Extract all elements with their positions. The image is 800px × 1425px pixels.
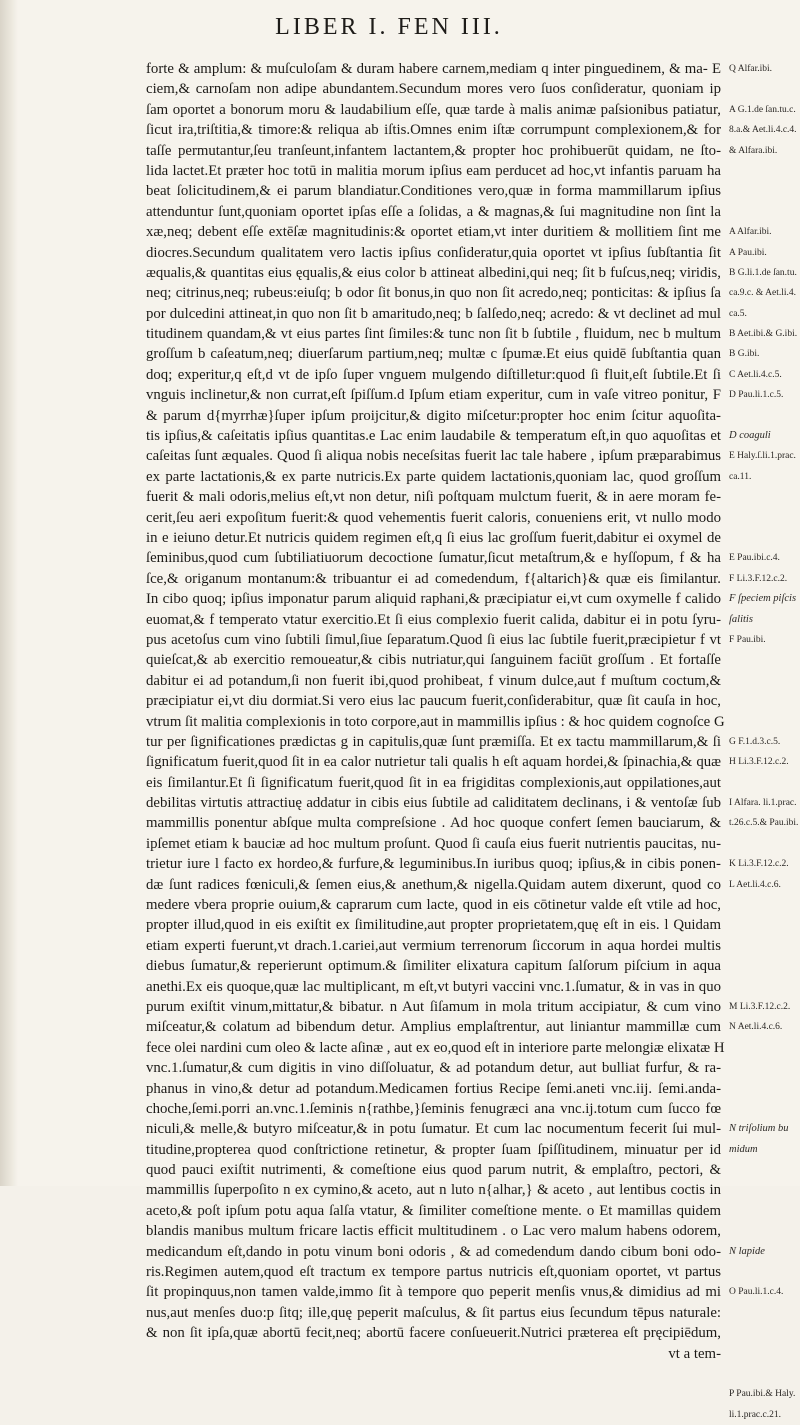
text-line: ſce,& origanum montanum:& tribuantur ei ad comedendum, f{altarich}& quæ eis ſimilantur. [146,570,721,587]
margin-note: O Pau.li.1.c.4. [729,1287,784,1298]
text-line: ciem,& carnoſam non adipe abundantem.Secundum mores vero ſuos conſideratur, quoniam ip [146,81,721,98]
text-line: aceto,& poſt ipſum potu aqua ſalſa vtatur, & ſimiliter comeſtione mente. o Et mamillas quidem [146,1202,721,1219]
margin-note [729,1262,800,1282]
margin-note [729,1180,800,1200]
margin-note [729,834,800,854]
text-line: pus acetoſus cum vino ſubtili ſimul,ſiue ſeparatum.Quod ſi eius lac ſubtile fuerit,præcipietur f vt [146,631,721,648]
margin-note [729,406,800,426]
margin-note: B G.li.1.de ſan.tu. [729,267,797,278]
text-line: purum exiſtit vinum,mittatur,& bibatur. n Aut ſiſamum in mola tritum accipiatur, & cum vino [146,998,721,1015]
margin-note: t.26.c.5.& Pau.ibi. [729,818,799,829]
text-line: diocres.Secundum qualitatem vero lactis ipſius conſideratur,quia oportet vt ipſius ſubſtantia ſit [146,244,721,261]
margin-note [729,1160,800,1180]
text-line: & parum d{myrrhæ}ſuper ipſum proijcitur,& digito miſcetur:propter hoc enim ſcitur aquoſita- [146,407,721,424]
text-line: & non ſit ipſa,quæ abortū fecit,neq; abortū facere conſueuerit.Nutrici præterea eſt pręcipiēdum, [146,1325,721,1342]
text-line: tur per ſignificationes prædictas g in capitulis,quæ ſunt præmiſſa. Et ex tactu mammillarum,& ſi [146,733,721,750]
margin-note [729,161,800,181]
margin-note: 8.a.& Aet.li.4.c.4. [729,125,797,136]
running-head [0,14,800,41]
main-text-column [146,59,725,1364]
text-line: attenduntur ſunt,quoniam oportet ipſas eſſe a ſolidas, a & magnas,& ſui magnitudine non ſint la [146,203,721,220]
margin-note: E Pau.ibi.c.4. [729,553,780,564]
text-line: dæ ſunt radices fœniculi,& ſemen eius,& anethum,& nigella.Quidam autem dixerunt, quod co [146,876,721,893]
margin-note: N lapide [729,1245,765,1257]
text-line: phanus in vino,& detur ad potandum.Medicamen fortius Recipe ſemi.aneti vnc.iij. ſemi.anda- [146,1080,721,1097]
margin-note: ca.5. [729,308,747,319]
text-line: mammillis ponentur abſque multa compreſsione . Ad hoc quoque confert ſemen bauciarum, & [146,815,721,832]
text-line: quod pauci exiſtit nutrimenti, & comeſtione eius quod parum nutrit, & emplaſtro, pectori, & [146,1162,721,1179]
margin-note: I Alfara. li.1.prac. [729,798,797,809]
text-line: fuerit & mali odoris,melius eſt,vt non detur, niſi poſtquam mulctum fuerit, & in aere moram fe- [146,489,721,506]
text-line: choche,ſemi.porri an.vnc.1.ſeminis n{rathbe,}ſeminis fenugræci ana vnc.ij.totum cum ſucco fœ [146,1100,721,1117]
text-line: nus,aut menſes duo:p ſitq; ille,quę peperit maſculus, & ſit partus eius ſecundum tēpus naturale: [146,1304,721,1321]
margin-note: C Aet.li.4.c.5. [729,369,782,380]
margin-note [729,181,800,201]
text-line: titudinem quandam,& vt eius partes ſint ſimiles:& tunc non ſit b ſubtile , fluidum, nec b multum [146,326,721,343]
text-line: doq; experitur,q eſt,d vt de ipſo ſuper vnguem mulgendo diſtilletur:quod ſi fluit,eſt ſubtile.Et ſi [146,366,721,383]
text-line: etiam experti fuerunt,vt drach.1.cariei,aut vermium terrenorum ſiccorum in aqua hordei multis [146,937,721,954]
margin-note: M Li.3.F.12.c.2. [729,1001,791,1012]
text-line: ex parte lactationis,& ex parte nutricis.Ex parte quidem lactationis,quoniam lac, quod groſſum [146,468,721,485]
margin-note [729,528,800,548]
margin-note [729,936,800,956]
text-line: æqualis,& quantitas eius ęqualis,& eius color b attineat albedini,qui neq; ſit b fuſcus,neq; viridis, [146,264,721,281]
text-line: In cibo quoq; ipſius imponatur parum aliquid raphani,& præcipiatur ei,vt cum oxymelle f calido [146,591,721,608]
text-line: ſam oportet a bonorum moru & laudabilium eſſe, quæ tarde à malis animæ paſsionibus patiatur, [146,101,721,118]
text-line: neq; citrinus,neq; rubeus:eiuſq; b odor ſit bonus,in quo non ſit acredo,neq; ponticitas: & ipſius ſa [146,285,721,302]
margin-note: B G.ibi. [729,349,760,360]
margin-note [729,671,800,691]
margin-note [729,1303,800,1323]
text-line: trietur iure l facto ex hordeo,& furfure,& leguminibus.In iuribus quoq; ipſius,& in cibis ponen- [146,856,721,873]
text-line: vtrum ſit malitia complexionis in toto corpore,aut in mammillis ipſius : & hoc quidem cognoſce G [146,713,725,730]
margin-note: K Li.3.F.12.c.2. [729,859,789,870]
text-line: por dulcedini attineat,in quo non ſit b amaritudo,neq; b ſalſedo,neq; acredo: & vt declinet ad mul [146,305,721,322]
text-line: taſſe permutantur,ſeu tranſeunt,infantem lactantem,& propter hoc prohibuerūt quidam, ne ſto- [146,142,721,159]
margin-note: P Pau.ibi.& Haly. [729,1389,796,1400]
margin-note: midum [729,1143,758,1155]
margin-note: N triſolium bu [729,1123,789,1135]
margin-note [729,915,800,935]
margin-note: N Aet.li.4.c.6. [729,1022,783,1033]
text-line: cerit,ſeu aeri expoſitum fuerit:& quod vehementis fuerit caloris, conueniens erit, vt nullo modo [146,509,721,526]
text-line: ſeminibus,quod cum ſubtiliatiuorum decoctione ſumatur,ſicut metaſtrum,& e hyſſopum, f & ha [146,550,721,567]
margin-note [729,1058,800,1078]
margin-note: ſalitis [729,613,753,625]
margin-note [729,1201,800,1221]
text-line: anethi.Ex eis quoque,quæ lac multiplicant, m eſt,vt butyri vaccini vnc.1.ſumatur, & in vas in quo [146,978,721,995]
text-line: euomat,& f temperato vtatur exercitio.Et ſi eius complexio fuerit calida, dabitur ei in potu ſyru- [146,611,721,628]
margin-note: E Haly.ſ.li.1.prac. [729,451,796,462]
text-line: ſignificatum fuerit,quod ſit in ea calor nutrietur tali qualis h eſt aquam hordei,& ſpinachia,& quæ [146,754,721,771]
text-line: tis ipſius,& caſeitatis ipſius quantitas.e Lac enim laudabile & temperatum eſt,in quo aquoſitas et [146,428,721,445]
margin-note: H Li.3.F.12.c.2. [729,757,789,768]
text-line: ris.Regimen autem,quod eſt tractum ex tempore partus nutricis eſt,quoniam oportet, vt partus [146,1264,721,1281]
text-line: ipſemet etiam k bauciæ ad hoc multum proſunt. Quod ſi cauſa eius fuerit nutrientis paucitas, nu- [146,835,721,852]
margin-note [729,977,800,997]
text-line: niculi,& melle,& butyro miſceatur,& in potu ſumatur. Et cum lac nocumentum fecerit ſui mul- [146,1121,721,1138]
margin-note: F ſpeciem piſcis [729,593,797,605]
margin-note [729,956,800,976]
margin-note [729,691,800,711]
margin-note: F Pau.ibi. [729,634,766,645]
margin-note [729,1079,800,1099]
page-gutter-shadow [0,0,18,1186]
text-line: forte & amplum: & muſculoſam & duram habere carnem,mediam q inter pinguedinem, & ma- E [146,61,721,77]
text-line: medicandum eſt,dando in potu vinum boni odoris , & ad comedendum dando cibum boni odo- [146,1243,721,1260]
text-line: groſſum b caſeatum,neq; diuerſarum partium,neq; multæ c ſpumæ.Et eius quidē ſubſtantia quan [146,346,721,363]
margin-note [729,895,800,915]
running-head-title: LIBER I. FEN III. [275,14,503,40]
text-line: dabitur ei ad potandum,ſi non fuerit ibi,quod prohibeat, f vinum dulce,aut f muſtum coctum,& [146,672,721,689]
text-line: in e ieiuno detur.Et nutricis quidem regimen eſt,q ſi eius lac groſſum fuerit,dabitur ei oxymel de [146,529,721,546]
margin-note [729,1221,800,1241]
margin-note: B Aet.ibi.& G.ibi. [729,329,798,340]
text-line: fece olei nardini cum oleo & lacte aſinæ , aut ex eo,quod eſt in interiore parte melongiæ elixatæ H [146,1039,725,1056]
margin-note: Q Alfar.ibi. [729,64,773,74]
margin-note [729,773,800,793]
margin-note [729,487,800,507]
margin-note: A G.1.de ſan.tu.c. [729,104,796,115]
margin-note: D coaguli [729,430,771,442]
margin-note [729,202,800,222]
margin-note: D Pau.li.1.c.5. [729,390,784,401]
margin-note [729,1099,800,1119]
margin-note [729,79,800,99]
text-line: diebus ſumatur,& reperierunt optimum.& ſimiliter elixatura capitum ſalſorum piſcium in aqua [146,958,721,975]
text-line: propter illud,quod in eis exiſtit ex ſimilitudine,aut propter proprietatem,quę eſt in eis. l Quidam [146,917,721,934]
margin-note [729,650,800,670]
margin-notes-column [729,59,800,1425]
text-line: miſceatur,& colatum ad bibendum detur. Amplius emplaſtrentur, aut liniantur mammillæ cum [146,1019,721,1036]
text-line: eis ſimilantur.Et ſi ſignificatum fuerit,quod ſit in ea frigiditas complexionis,aut oppilationes,aut [146,774,721,791]
text-line: lida lactet.Et præter hoc totū in malitia morum ipſius eam perducet ad hoc,vt infantis paruam ha [146,162,721,179]
text-line: debilitas virtutis attractiuę addatur in cibis eius ſubtile ad caliditatem declinans, i & ventoſæ ſub [146,795,721,812]
margin-note [729,1364,800,1384]
margin-note: ca.11. [729,471,752,482]
margin-note: A Alfar.ibi. [729,227,772,238]
text-line: quieſcat,& ab exercitio remoueatur,& cibis nutriatur,qui ſanguinem faciūt groſſum . Et fortaſſe [146,652,721,669]
text-line: beat ſolicitudinem,& ei parum blandiatur.Conditiones vero,quæ in forma mammillarum ipſius [146,183,721,200]
margin-note [729,712,800,732]
text-line: titudine,propterea quod conſtrictione retinetur, & propter ſuam ſpiſſitudinem, minuatur per id [146,1141,721,1158]
text-line: ſit propinquus,non tamen valde,immo ſit à tempore quo peperit menſis vnus,& dimidius ad mi [146,1284,721,1301]
margin-note [729,508,800,528]
text-line: medere vbera proprie ouium,& caprarum cum lacte, quod in eis cōtinetur valde eſt vtile ad hoc, [146,897,721,914]
text-line: vnc.1.ſumatur,& cum digitis in vino diſſoluatur, & ad potandum detur, aut bulliat furfur, & ra- [146,1060,721,1077]
margin-note: F Li.3.F.12.c.2. [729,573,788,584]
text-line: vt a tem- [668,1345,721,1362]
text-line: mammillis ſuperpoſito n ex cymino,& aceto, aut n luto n{alhar,} & aceto , aut lentibus coctis in [146,1182,721,1199]
text-line: præcipiatur ei,vt diu dormiat.Si vero eius lac paucum fuerit,conſiderabitur, quæ ſit cauſa in hoc, [146,693,721,710]
text-line: xæ,neq; debent eſſe extēſæ magnitudinis:& oportet etiam,vt inter duritiem & mollitiem ſint me [146,224,721,241]
margin-note: L Aet.li.4.c.6. [729,879,781,890]
margin-note: li.1.prac.c.21. [729,1409,781,1420]
text-line: ſicut ira,triſtitia,& timore:& reliqua ab iſtis.Omnes enim iſtæ corrumpunt complexionem,& for [146,122,721,139]
text-line: vnguis inclinetur,& non currat,eſt ſpiſſum.d Ipſum etiam experitur, cum in vaſe vitreo ponitur, F [146,387,721,404]
margin-note: & Alfara.ibi. [729,145,778,156]
margin-note: ca.9.c. & Aet.li.4. [729,288,797,299]
margin-note: G F.1.d.3.c.5. [729,736,781,747]
text-line: blandis manibus multum fricare lactis efficit multitudinem . o Lac vero malum habens odorem, [146,1223,721,1240]
text-line: caſeitas ſunt æquales. Quod ſi aliqua nobis neceſsitas fuerit lac tale habere , ipſum præparabimus [146,448,721,465]
margin-note [729,1344,800,1364]
margin-note [729,1038,800,1058]
margin-note: A Pau.ibi. [729,247,767,258]
margin-note [729,1323,800,1343]
